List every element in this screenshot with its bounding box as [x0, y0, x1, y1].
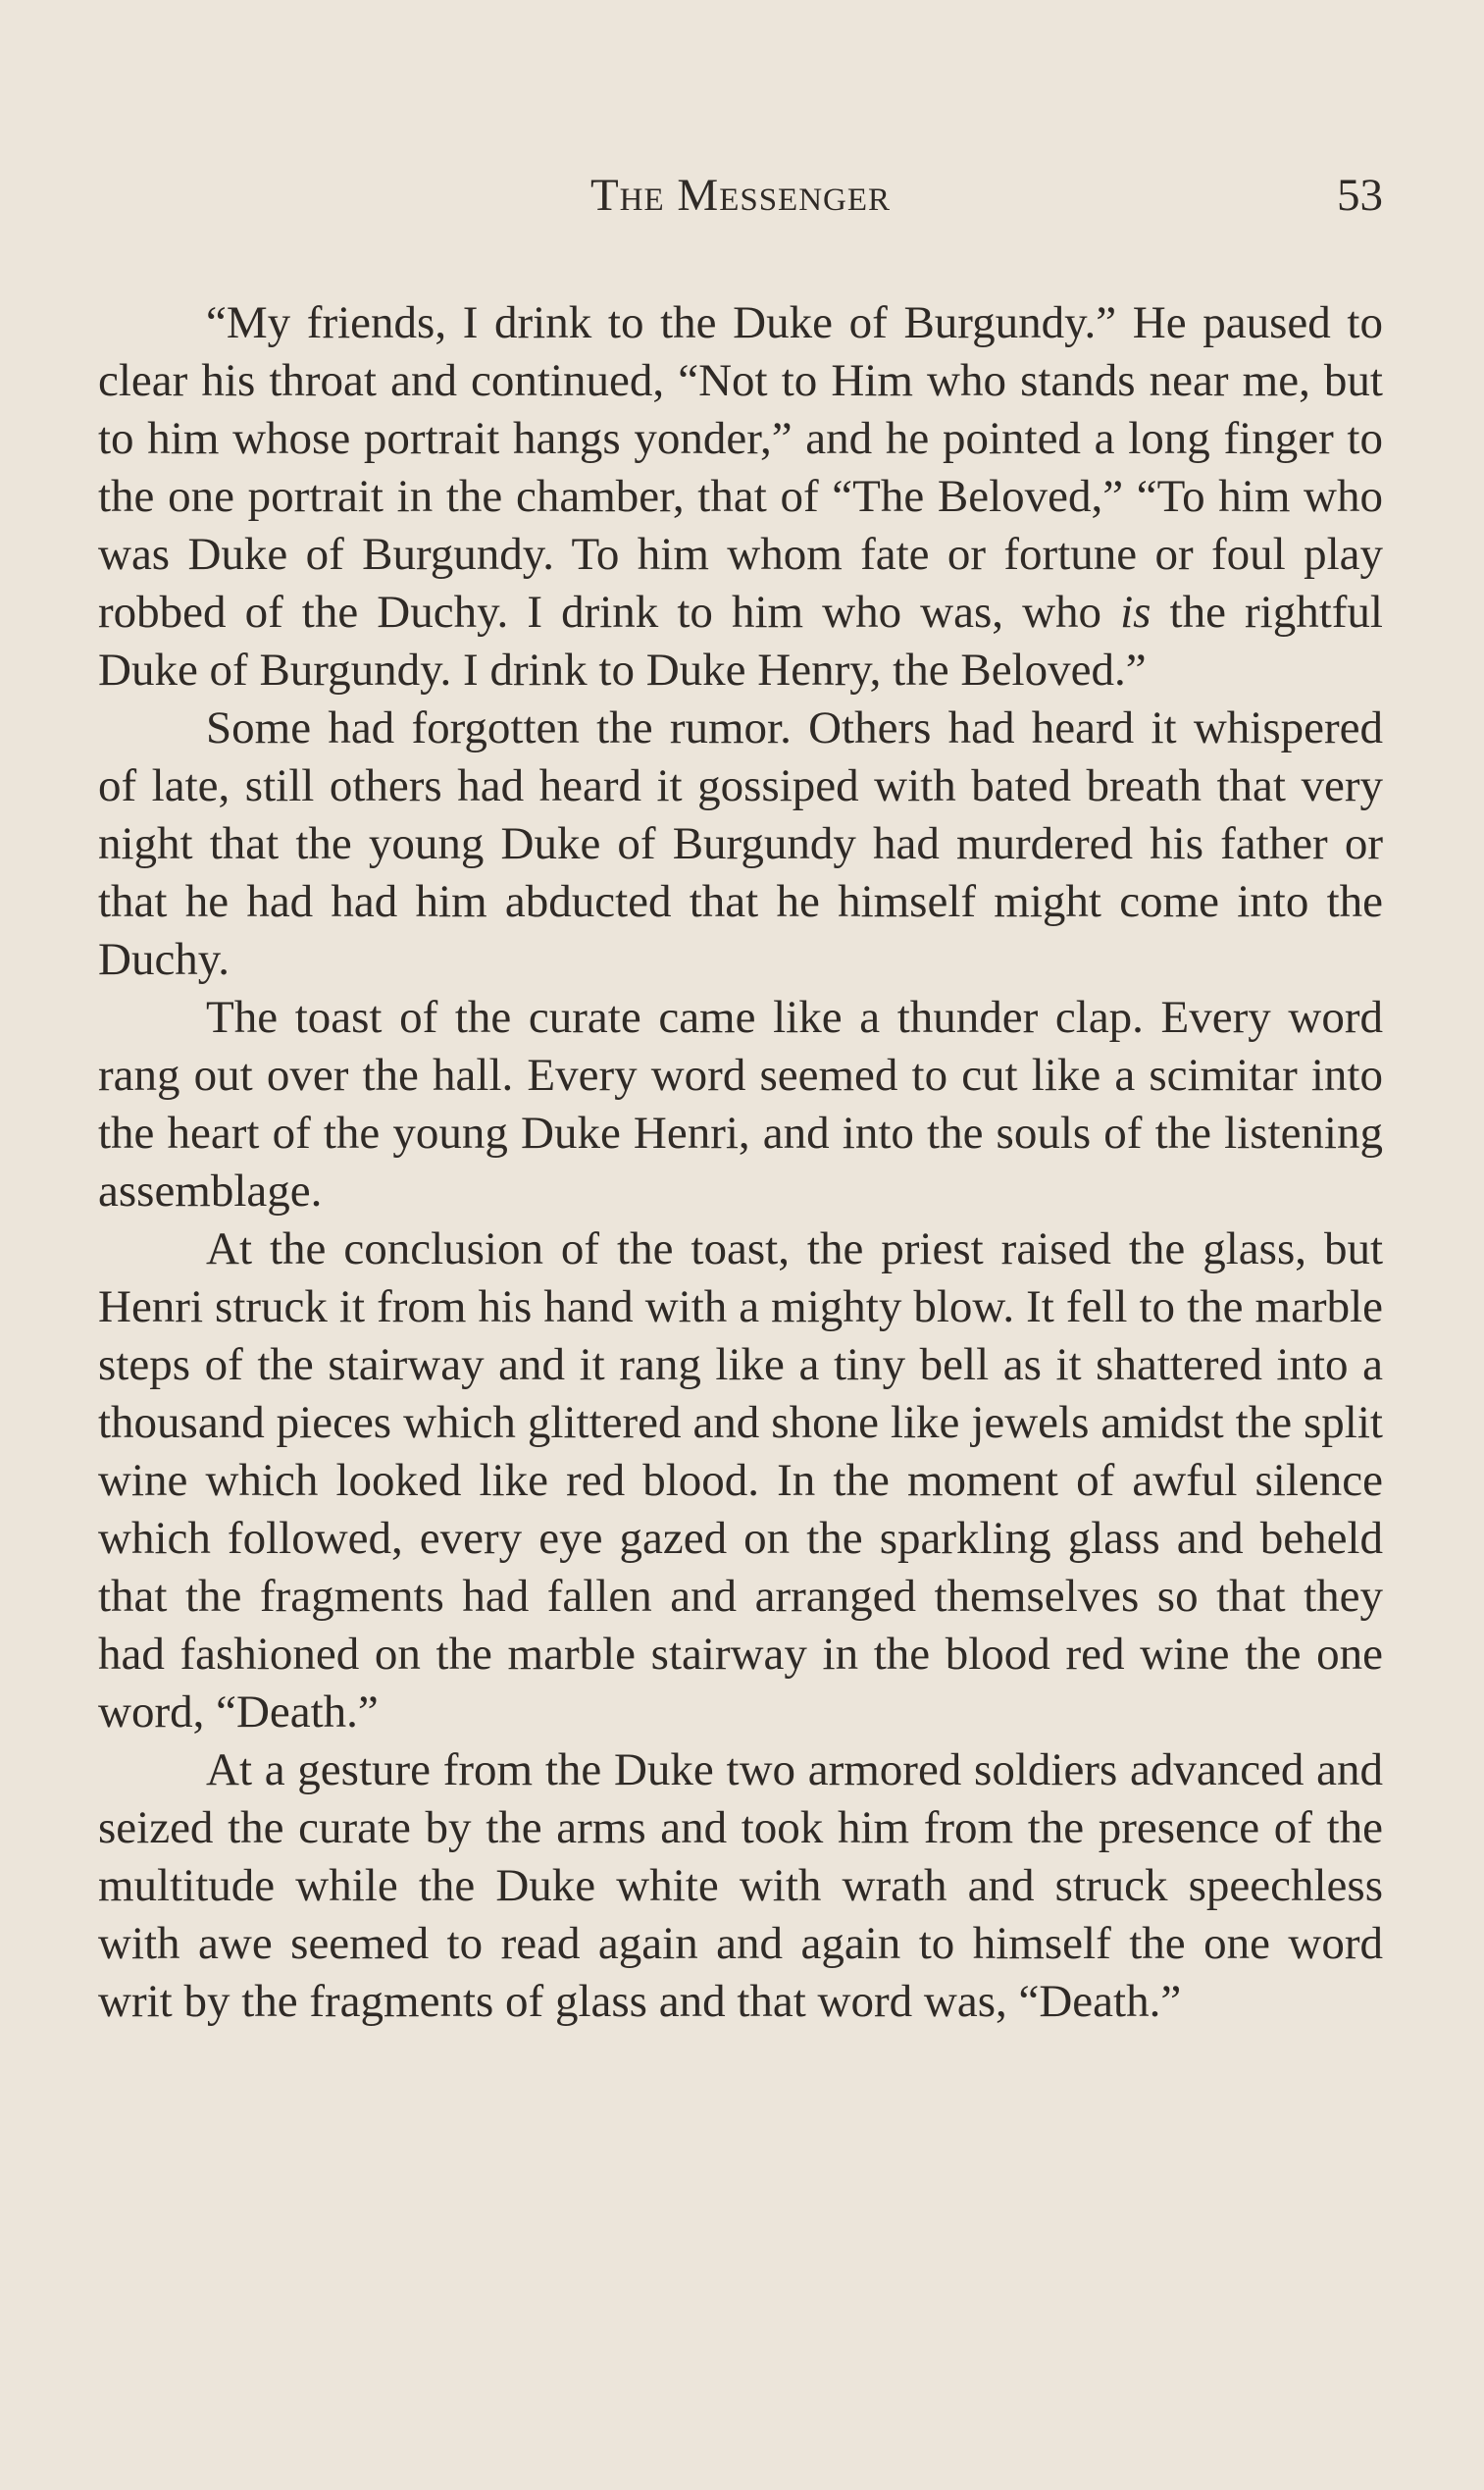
- running-head: [98, 169, 1383, 237]
- running-title: The Messenger: [589, 170, 892, 221]
- page-number: 53: [1337, 170, 1383, 221]
- paragraph-1-part-2: the rightful Duke of Burgundy. I drink to Duke Henry, the Beloved.”: [98, 587, 1383, 696]
- paragraph-5: At a gesture from the Duke two armored soldiers advanced and seized the curate by the arms and took him from the presence of the multitude while the Duke white with wrath and struck speechless with awe seemed to read again and again to himself the one word writ by the fragments of glass and that word was, “Death.”: [98, 1744, 1383, 2027]
- paragraph-2: Some had forgotten the rumor. Others had heard it whispered of late, still others had heard it gossiped with bated breath that very night that the young Duke of Burgundy had murdered his father or that he had had him abducted that he himself might come into the Duchy.: [98, 702, 1383, 985]
- paragraph-3: The toast of the curate came like a thunder clap. Every word rang out over the hall. Every word seemed to cut like a scimitar into the heart of the young Duke Henri, and into the souls of the listening assemblage.: [98, 992, 1383, 1217]
- paragraph-1-part-1: “My friends, I drink to the Duke of Burgundy.” He paused to clear his throat and continued, “Not to Him who stands near me, but to him whose portrait hangs yonder,” and he pointed a long finger to the one portrait in the chamber, that of “The Beloved,” “To him who was Duke of Burgundy. To him whom fate or fortune or foul play robbed of the Duchy. I drink to him who was, who: [98, 297, 1383, 638]
- paragraph-4: At the conclusion of the toast, the priest raised the glass, but Henri struck it from his hand with a mighty blow. It fell to the marble steps of the stairway and it rang like a tiny bell as it shattered into a thousand pieces which glittered and shone like jewels amidst the split wine which looked like red blood. In the moment of awful silence which followed, every eye gazed on the sparkling glass and beheld that the fragments had fallen and arranged themselves so that they had fashioned on the marble stairway in the blood red wine the one word, “Death.”: [98, 1223, 1383, 1738]
- body-text: [98, 294, 1383, 2031]
- paragraph-1: [98, 294, 1383, 700]
- emphasized-word: is: [1120, 587, 1151, 638]
